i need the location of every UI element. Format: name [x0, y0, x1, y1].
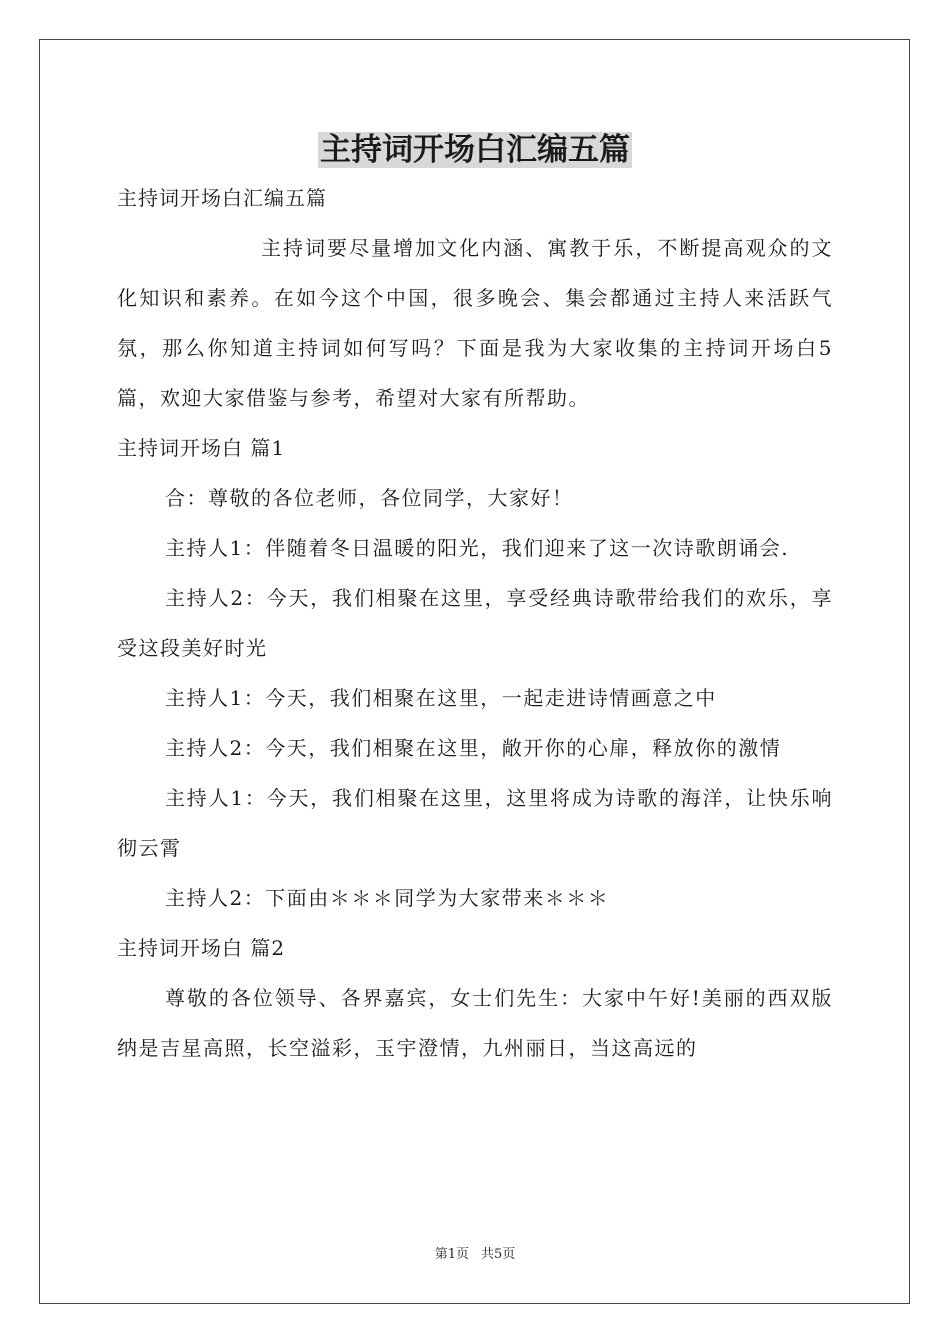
page-footer [0, 1246, 950, 1264]
paragraph: 主持人2：下面由＊＊＊同学为大家带来＊＊＊ [165, 886, 610, 910]
paragraph: 主持人1：伴随着冬日温暖的阳光，我们迎来了这一次诗歌朗诵会. [165, 536, 790, 560]
document-body [117, 173, 833, 1073]
document-title [0, 128, 950, 172]
section-heading-2: 主持词开场白 篇2 [117, 936, 286, 960]
page-number-current: 第1页 [434, 1247, 469, 1262]
section-heading-1: 主持词开场白 篇1 [117, 436, 286, 460]
intro-paragraph: 主持词要尽量增加文化内涵、寓教于乐，不断提高观众的文化知识和素养。在如今这个中国，很多晚会、集会都通过主持人来活跃气氛，那么你知道主持词如何写吗？下面是我为大家收集的主持词开场白5篇，欢迎大家借鉴与参考，希望对大家有所帮助。 [117, 236, 833, 410]
paragraph: 尊敬的各位领导、各界嘉宾，女士们先生：大家中午好!美丽的西双版纳是吉星高照，长空溢彩，玉宇澄情，九州丽日，当这高远的 [117, 986, 833, 1060]
paragraph: 主持人2：今天，我们相聚在这里，敞开你的心扉，释放你的激情 [165, 736, 782, 760]
paragraph: 主持人1：今天，我们相聚在这里，这里将成为诗歌的海洋，让快乐响彻云霄 [117, 786, 833, 860]
page-number-total: 共5页 [481, 1247, 516, 1262]
subtitle: 主持词开场白汇编五篇 [117, 186, 327, 210]
paragraph: 主持人1：今天，我们相聚在这里，一起走进诗情画意之中 [165, 686, 717, 710]
document-title-text: 主持词开场白汇编五篇 [320, 132, 630, 168]
paragraph: 合：尊敬的各位老师，各位同学，大家好！ [165, 486, 574, 510]
paragraph: 主持人2：今天，我们相聚在这里，享受经典诗歌带给我们的欢乐，享受这段美好时光 [117, 586, 833, 660]
